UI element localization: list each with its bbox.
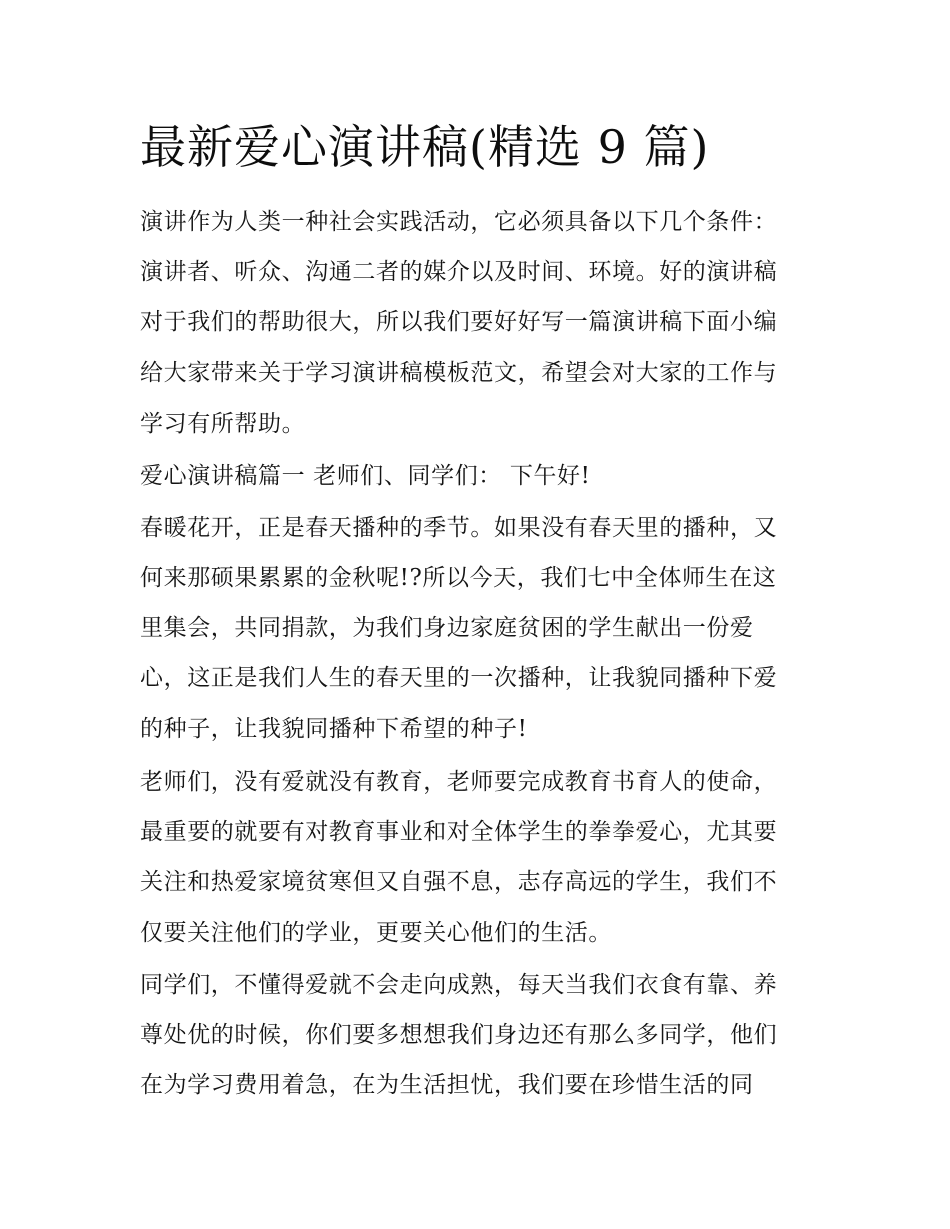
body-line: 同学们，不懂得爱就不会走向成熟，每天当我们衣食有靠、养 xyxy=(140,972,778,998)
body-line: 老师们，没有爱就没有教育，老师要完成教育书育人的使命， xyxy=(140,769,778,795)
body-line: 对于我们的帮助很大，所以我们要好好写一篇演讲稿下面小编 xyxy=(140,309,778,335)
document-title: 最新爱心演讲稿(精选 9 篇) xyxy=(140,120,710,174)
section-heading-line: 爱心演讲稿篇一 老师们、同学们： 下午好! xyxy=(140,463,591,489)
body-line: 心，这正是我们人生的春天里的一次播种，让我貌同播种下爱 xyxy=(140,665,778,691)
body-line: 的种子，让我貌同播种下希望的种子! xyxy=(140,716,528,742)
body-line: 学习有所帮助。 xyxy=(140,411,306,437)
body-line: 演讲者、听众、沟通二者的媒介以及时间、环境。好的演讲稿 xyxy=(140,259,778,285)
body-line: 仅要关注他们的学业，更要关心他们的生活。 xyxy=(140,920,612,946)
body-line: 何来那硕果累累的金秋呢!?所以今天，我们七中全体师生在这 xyxy=(140,565,777,591)
body-line: 尊处优的时候，你们要多想想我们身边还有那么多同学，他们 xyxy=(140,1022,778,1048)
body-line: 最重要的就要有对教育事业和对全体学生的拳拳爱心，尤其要 xyxy=(140,819,778,845)
body-line: 给大家带来关于学习演讲稿模板范文，希望会对大家的工作与 xyxy=(140,360,778,386)
body-line: 关注和热爱家境贫寒但又自强不息，志存高远的学生，我们不 xyxy=(140,869,778,895)
body-line: 里集会，共同捐款，为我们身边家庭贫困的学生献出一份爱 xyxy=(140,615,754,641)
body-line: 演讲作为人类一种社会实践活动，它必须具备以下几个条件： xyxy=(140,209,778,235)
body-line: 在为学习费用着急，在为生活担忧，我们要在珍惜生活的同 xyxy=(140,1072,754,1098)
body-line: 春暖花开，正是春天播种的季节。如果没有春天里的播种，又 xyxy=(140,515,778,541)
